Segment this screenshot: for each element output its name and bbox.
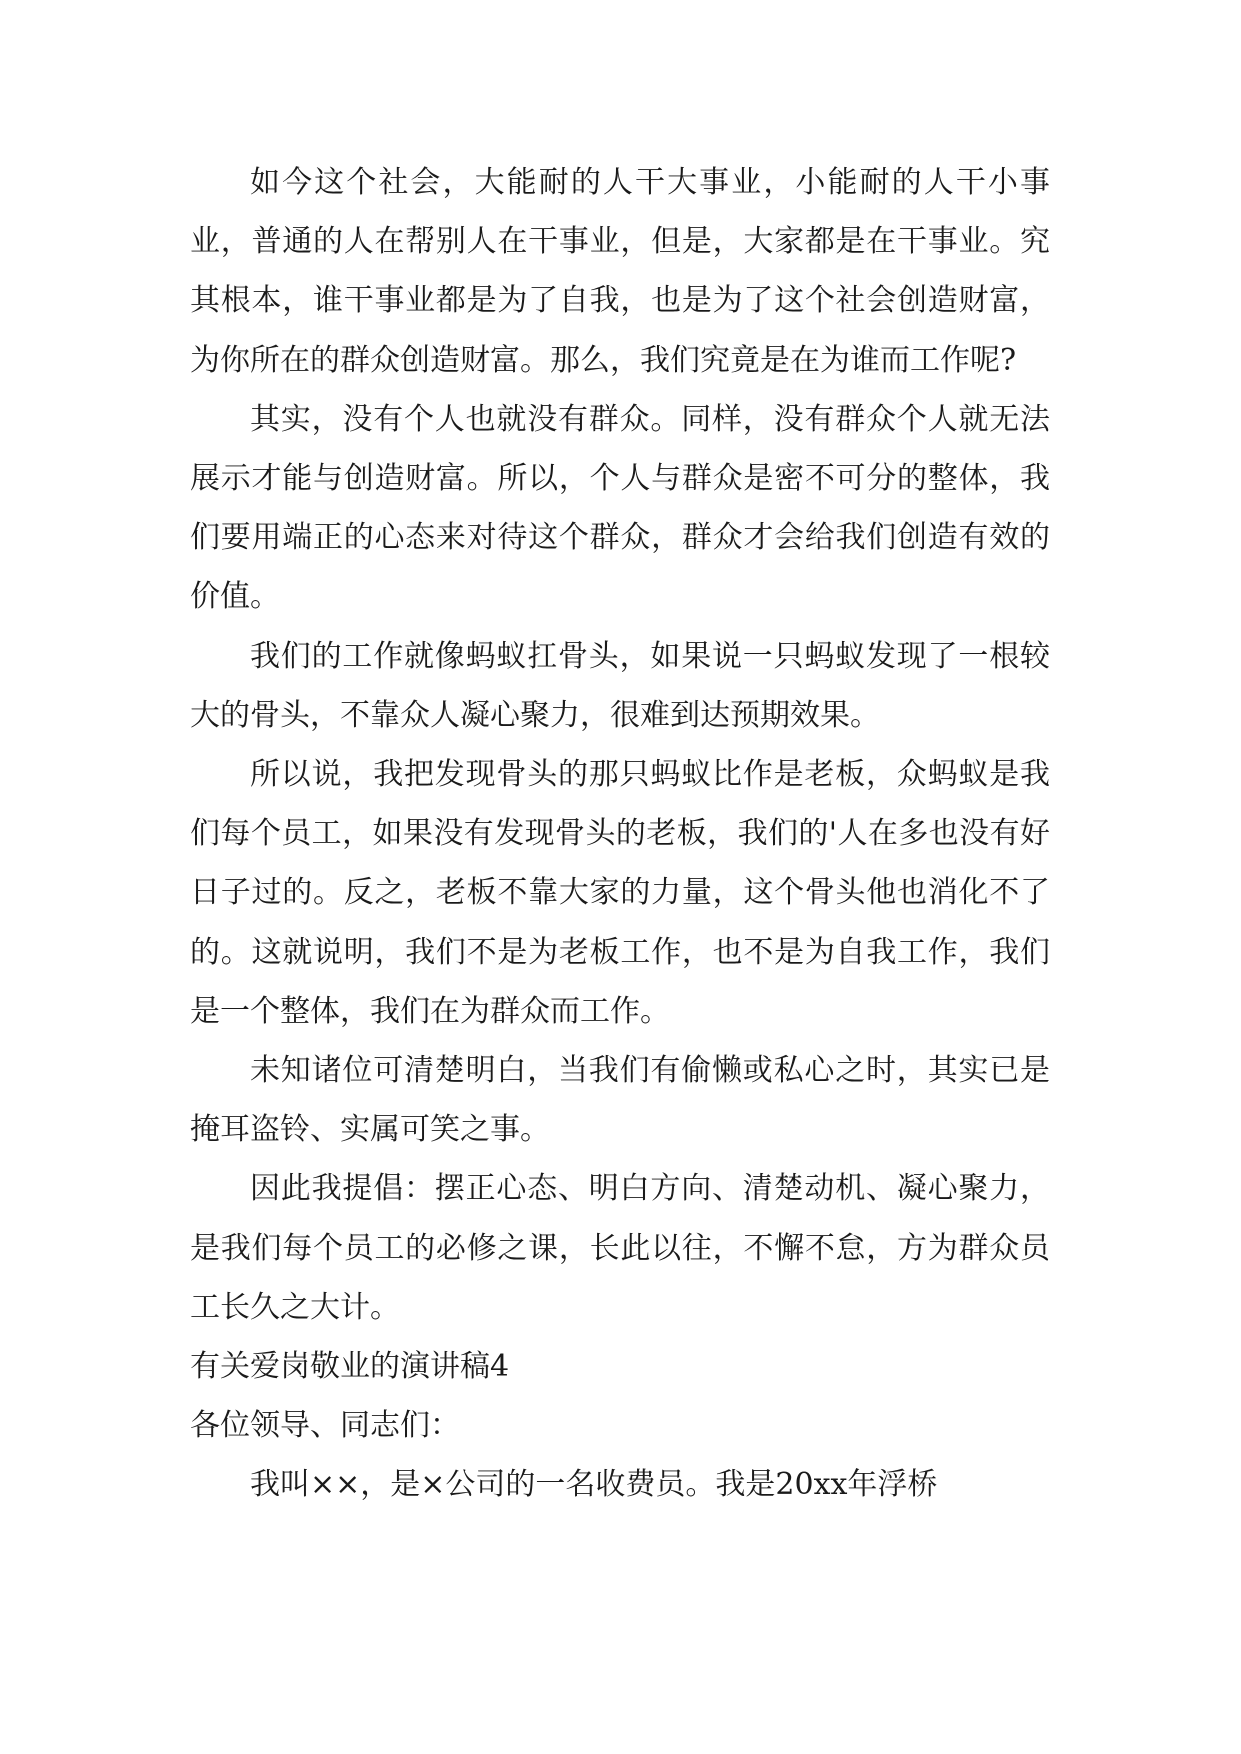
body-paragraph: 其实，没有个人也就没有群众。同样，没有群众个人就无法展示才能与创造财富。所以，个人与群众是密不可分的整体，我们要用端正的心态来对待这个群众，群众才会给我们创造有效的价值。 bbox=[190, 401, 1050, 615]
section-title: 有关爱岗敬业的演讲稿4 bbox=[190, 1349, 510, 1385]
body-paragraph: 因此我提倡：摆正心态、明白方向、清楚动机、凝心聚力，是我们每个员工的必修之课，长此以往，不懈不怠，方为群众员工长久之大计。 bbox=[190, 1171, 1050, 1325]
body-paragraph: 未知诸位可清楚明白，当我们有偷懒或私心之时，其实已是掩耳盗铃、实属可笑之事。 bbox=[190, 1053, 1050, 1148]
body-paragraph: 我们的工作就像蚂蚁扛骨头，如果说一只蚂蚁发现了一根较大的骨头，不靠众人凝心聚力，很难到达预期效果。 bbox=[190, 638, 1050, 733]
body-paragraph: 如今这个社会，大能耐的人干大事业，小能耐的人干小事业，普通的人在帮别人在干事业，但是，大家都是在干事业。究其根本，谁干事业都是为了自我，也是为了这个社会创造财富，为你所在的群众创造财富。那么，我们究竟是在为谁而工作呢? bbox=[190, 165, 1050, 378]
body-paragraph: 我叫××，是×公司的一名收费员。我是20xx年浮桥 bbox=[250, 1467, 938, 1503]
document-page bbox=[190, 153, 1050, 1515]
body-paragraph: 所以说，我把发现骨头的那只蚂蚁比作是老板，众蚂蚁是我们每个员工，如果没有发现骨头的老板，我们的'人在多也没有好日子过的。反之，老板不靠大家的力量，这个骨头他也消化不了的。这就说明，我们不是为老板工作，也不是为自我工作，我们是一个整体，我们在为群众而工作。 bbox=[190, 757, 1050, 1029]
salutation: 各位领导、同志们： bbox=[190, 1408, 460, 1444]
